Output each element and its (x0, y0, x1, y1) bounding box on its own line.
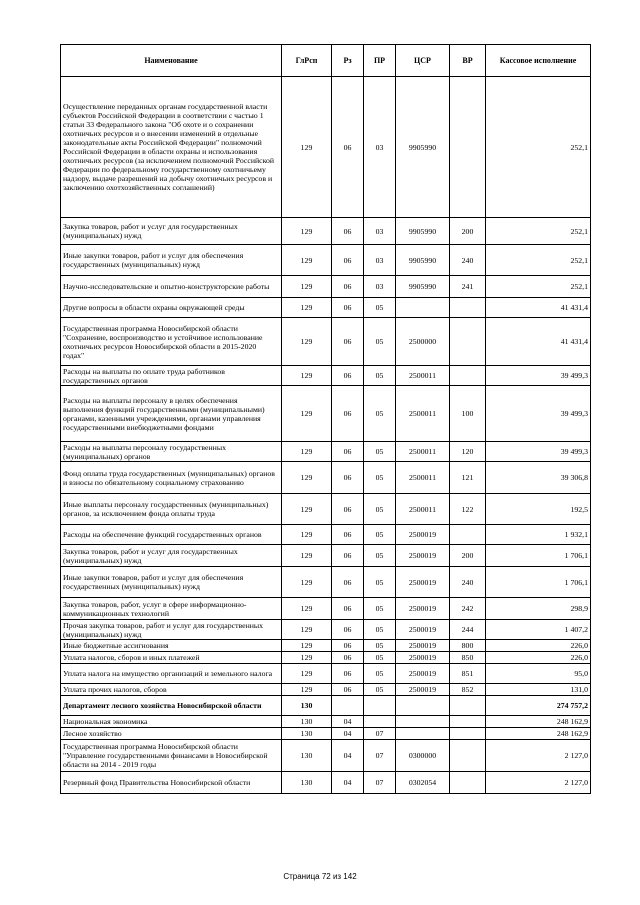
cell-vr (450, 696, 486, 716)
cell-grp: 129 (282, 276, 332, 298)
cell-pr: 05 (364, 298, 396, 318)
cell-csr (396, 298, 450, 318)
cell-grp: 129 (282, 318, 332, 366)
cell-pr: 05 (364, 494, 396, 525)
cell-rz: 06 (332, 640, 364, 652)
cell-csr: 2500019 (396, 598, 450, 620)
cell-vr: 852 (450, 684, 486, 696)
cell-sum: 298,9 (486, 598, 591, 620)
cell-sum: 95,0 (486, 664, 591, 684)
cell-name: Закупка товаров, работ, услуг в сфере информационно-коммуникационных технологий (61, 598, 282, 620)
header-grp: ГлРсп (282, 45, 332, 77)
cell-name: Фонд оплаты труда государственных (муниципальных) органов и взносы по обязательному социальному страхованию (61, 462, 282, 494)
cell-csr (396, 728, 450, 740)
cell-vr (450, 772, 486, 794)
cell-vr (450, 728, 486, 740)
table-header-row (61, 45, 591, 77)
table-row (61, 716, 591, 728)
cell-grp: 129 (282, 567, 332, 598)
cell-csr: 2500011 (396, 386, 450, 442)
cell-vr (450, 298, 486, 318)
cell-name: Прочая закупка товаров, работ и услуг для государственных (муниципальных) нужд (61, 620, 282, 640)
cell-rz: 06 (332, 442, 364, 462)
header-csr: ЦСР (396, 45, 450, 77)
cell-grp: 129 (282, 366, 332, 386)
cell-sum: 226,0 (486, 652, 591, 664)
cell-csr: 0300000 (396, 740, 450, 772)
budget-table-container (60, 44, 590, 794)
cell-grp: 129 (282, 442, 332, 462)
cell-grp: 130 (282, 716, 332, 728)
cell-csr: 2500011 (396, 442, 450, 462)
cell-name: Иные бюджетные ассигнования (61, 640, 282, 652)
cell-vr (450, 740, 486, 772)
cell-pr: 05 (364, 525, 396, 545)
cell-sum: 1 407,2 (486, 620, 591, 640)
cell-grp: 129 (282, 620, 332, 640)
header-sum: Кассовое исполнение (486, 45, 591, 77)
cell-pr: 03 (364, 276, 396, 298)
cell-csr: 9905990 (396, 276, 450, 298)
table-row (61, 276, 591, 298)
table-row (61, 442, 591, 462)
cell-vr: 241 (450, 276, 486, 298)
table-row (61, 567, 591, 598)
cell-rz: 04 (332, 728, 364, 740)
cell-rz: 04 (332, 740, 364, 772)
cell-vr: 244 (450, 620, 486, 640)
cell-pr: 07 (364, 740, 396, 772)
cell-name: Департамент лесного хозяйства Новосибирской области (61, 696, 282, 716)
cell-sum: 1 706,1 (486, 567, 591, 598)
cell-pr: 05 (364, 386, 396, 442)
table-row (61, 494, 591, 525)
cell-csr: 9905990 (396, 245, 450, 276)
table-row (61, 696, 591, 716)
cell-pr: 05 (364, 567, 396, 598)
cell-rz: 06 (332, 245, 364, 276)
cell-name: Национальная экономика (61, 716, 282, 728)
cell-name: Расходы на выплаты персоналу в целях обеспечения выполнения функций государственными (муниципальными) органами, казенными учреждениями, органами управления государственными внебюджетными фондами (61, 386, 282, 442)
cell-name: Государственная программа Новосибирской области "Управление государственными финансами в Новосибирской области на 2014 - 2019 годы (61, 740, 282, 772)
cell-pr: 05 (364, 684, 396, 696)
cell-sum: 248 162,9 (486, 728, 591, 740)
cell-name: Закупка товаров, работ и услуг для государственных (муниципальных) нужд (61, 545, 282, 567)
table-row (61, 318, 591, 366)
cell-grp: 129 (282, 386, 332, 442)
cell-csr: 2500011 (396, 494, 450, 525)
cell-grp: 129 (282, 77, 332, 218)
cell-name: Лесное хозяйство (61, 728, 282, 740)
cell-pr: 05 (364, 664, 396, 684)
table-row (61, 462, 591, 494)
table-row (61, 525, 591, 545)
cell-rz: 06 (332, 545, 364, 567)
cell-rz (332, 696, 364, 716)
cell-rz: 06 (332, 567, 364, 598)
cell-grp: 129 (282, 652, 332, 664)
cell-sum: 252,1 (486, 245, 591, 276)
table-row (61, 598, 591, 620)
cell-pr (364, 696, 396, 716)
cell-csr: 2500000 (396, 318, 450, 366)
cell-name: Уплата налогов, сборов и иных платежей (61, 652, 282, 664)
table-row (61, 298, 591, 318)
cell-csr: 2500019 (396, 545, 450, 567)
cell-pr: 05 (364, 640, 396, 652)
cell-vr: 240 (450, 245, 486, 276)
cell-rz: 06 (332, 276, 364, 298)
cell-grp: 129 (282, 298, 332, 318)
cell-grp: 129 (282, 684, 332, 696)
cell-rz: 04 (332, 772, 364, 794)
cell-rz: 06 (332, 620, 364, 640)
cell-sum: 252,1 (486, 276, 591, 298)
cell-sum: 226,0 (486, 640, 591, 652)
table-row (61, 545, 591, 567)
cell-grp: 129 (282, 245, 332, 276)
cell-sum: 2 127,0 (486, 772, 591, 794)
cell-sum: 41 431,4 (486, 298, 591, 318)
table-row (61, 640, 591, 652)
header-name: Наименование (61, 45, 282, 77)
cell-vr (450, 366, 486, 386)
cell-name: Иные выплаты персоналу государственных (муниципальных) органов, за исключением фонда оплаты труда (61, 494, 282, 525)
cell-vr: 200 (450, 545, 486, 567)
cell-grp: 130 (282, 740, 332, 772)
cell-rz: 06 (332, 684, 364, 696)
cell-csr: 2500019 (396, 567, 450, 598)
table-row (61, 652, 591, 664)
cell-grp: 129 (282, 494, 332, 525)
cell-csr: 9905990 (396, 77, 450, 218)
cell-pr: 05 (364, 545, 396, 567)
cell-sum: 2 127,0 (486, 740, 591, 772)
cell-rz: 06 (332, 598, 364, 620)
cell-vr: 242 (450, 598, 486, 620)
cell-grp: 129 (282, 218, 332, 245)
cell-csr: 9905990 (396, 218, 450, 245)
cell-vr (450, 318, 486, 366)
cell-pr: 05 (364, 366, 396, 386)
cell-csr: 2500011 (396, 462, 450, 494)
table-row (61, 77, 591, 218)
cell-pr: 05 (364, 318, 396, 366)
cell-sum: 39 499,3 (486, 442, 591, 462)
cell-csr: 0302054 (396, 772, 450, 794)
cell-vr (450, 716, 486, 728)
cell-vr: 851 (450, 664, 486, 684)
cell-grp: 129 (282, 640, 332, 652)
cell-name: Государственная программа Новосибирской области "Сохранение, воспроизводство и устойчивое использование охотничьих ресурсов Новосибирской области в 2015-2020 годах" (61, 318, 282, 366)
cell-name: Иные закупки товаров, работ и услуг для обеспечения государственных (муниципальных) нужд (61, 245, 282, 276)
table-row (61, 684, 591, 696)
cell-grp: 129 (282, 525, 332, 545)
cell-name: Уплата налога на имущество организаций и земельного налога (61, 664, 282, 684)
table-row (61, 245, 591, 276)
cell-grp: 129 (282, 462, 332, 494)
cell-vr: 200 (450, 218, 486, 245)
cell-csr (396, 716, 450, 728)
cell-grp: 130 (282, 772, 332, 794)
cell-csr (396, 696, 450, 716)
cell-vr: 120 (450, 442, 486, 462)
table-row (61, 620, 591, 640)
cell-sum: 39 499,3 (486, 386, 591, 442)
cell-csr: 2500019 (396, 620, 450, 640)
table-row (61, 728, 591, 740)
cell-rz: 06 (332, 462, 364, 494)
cell-sum: 252,1 (486, 218, 591, 245)
cell-name: Закупка товаров, работ и услуг для государственных (муниципальных) нужд (61, 218, 282, 245)
cell-pr: 05 (364, 652, 396, 664)
cell-rz: 06 (332, 366, 364, 386)
cell-csr: 2500019 (396, 664, 450, 684)
cell-sum: 1 706,1 (486, 545, 591, 567)
cell-vr: 122 (450, 494, 486, 525)
cell-grp: 129 (282, 545, 332, 567)
cell-csr: 2500019 (396, 684, 450, 696)
cell-pr: 05 (364, 620, 396, 640)
cell-name: Расходы на выплаты по оплате труда работников государственных органов (61, 366, 282, 386)
cell-grp: 129 (282, 664, 332, 684)
header-vr: ВР (450, 45, 486, 77)
cell-vr (450, 77, 486, 218)
cell-name: Уплата прочих налогов, сборов (61, 684, 282, 696)
cell-pr: 03 (364, 245, 396, 276)
cell-sum: 248 162,9 (486, 716, 591, 728)
cell-pr: 05 (364, 462, 396, 494)
cell-sum: 192,5 (486, 494, 591, 525)
cell-rz: 06 (332, 218, 364, 245)
cell-grp: 130 (282, 728, 332, 740)
cell-name: Расходы на выплаты персоналу государственных (муниципальных) органов (61, 442, 282, 462)
cell-name: Расходы на обеспечение функций государственных органов (61, 525, 282, 545)
cell-rz: 06 (332, 386, 364, 442)
cell-grp: 129 (282, 598, 332, 620)
cell-vr: 800 (450, 640, 486, 652)
cell-rz: 06 (332, 494, 364, 525)
cell-pr: 03 (364, 218, 396, 245)
table-body (61, 77, 591, 794)
cell-sum: 131,0 (486, 684, 591, 696)
cell-name: Иные закупки товаров, работ и услуг для обеспечения государственных (муниципальных) нужд (61, 567, 282, 598)
cell-name: Осуществление переданных органам государственной власти субъектов Российской Федерации в соответствии с частью 1 статьи 33 Федерального закона "Об охоте и о сохранении охотничьих ресурсов и о внесении изменений в отдельные законодательные акты Российской Федерации" полномочий Российской Федерации в области охраны и использования охотничьих ресурсов (за исключением полномочий Российской Федерации по федеральному государственному охотничьему надзору, выдаче разрешений на добычу охотничьих ресурсов и заключению охотхозяйственных соглашений) (61, 77, 282, 218)
cell-name: Резервный фонд Правительства Новосибирской области (61, 772, 282, 794)
cell-vr: 121 (450, 462, 486, 494)
cell-rz: 04 (332, 716, 364, 728)
cell-pr (364, 716, 396, 728)
cell-sum: 39 499,3 (486, 366, 591, 386)
table-row (61, 366, 591, 386)
cell-rz: 06 (332, 652, 364, 664)
cell-csr: 2500019 (396, 525, 450, 545)
cell-csr: 2500011 (396, 366, 450, 386)
budget-table (60, 44, 591, 794)
cell-sum: 274 757,2 (486, 696, 591, 716)
cell-sum: 1 932,1 (486, 525, 591, 545)
cell-vr (450, 525, 486, 545)
cell-sum: 41 431,4 (486, 318, 591, 366)
cell-pr: 05 (364, 598, 396, 620)
cell-grp: 130 (282, 696, 332, 716)
cell-pr: 07 (364, 728, 396, 740)
table-row (61, 218, 591, 245)
cell-rz: 06 (332, 318, 364, 366)
header-pr: ПР (364, 45, 396, 77)
cell-rz: 06 (332, 298, 364, 318)
cell-pr: 07 (364, 772, 396, 794)
cell-pr: 05 (364, 442, 396, 462)
cell-pr: 03 (364, 77, 396, 218)
header-rz: Рз (332, 45, 364, 77)
table-row (61, 772, 591, 794)
cell-sum: 252,1 (486, 77, 591, 218)
cell-vr: 100 (450, 386, 486, 442)
cell-name: Другие вопросы в области охраны окружающей среды (61, 298, 282, 318)
cell-csr: 2500019 (396, 652, 450, 664)
table-row (61, 740, 591, 772)
cell-rz: 06 (332, 77, 364, 218)
cell-rz: 06 (332, 664, 364, 684)
cell-rz: 06 (332, 525, 364, 545)
page-footer: Страница 72 из 142 (283, 872, 357, 881)
cell-vr: 240 (450, 567, 486, 598)
cell-vr: 850 (450, 652, 486, 664)
table-row (61, 664, 591, 684)
cell-sum: 39 306,8 (486, 462, 591, 494)
cell-name: Научно-исследовательские и опытно-конструкторские работы (61, 276, 282, 298)
table-row (61, 386, 591, 442)
cell-csr: 2500019 (396, 640, 450, 652)
